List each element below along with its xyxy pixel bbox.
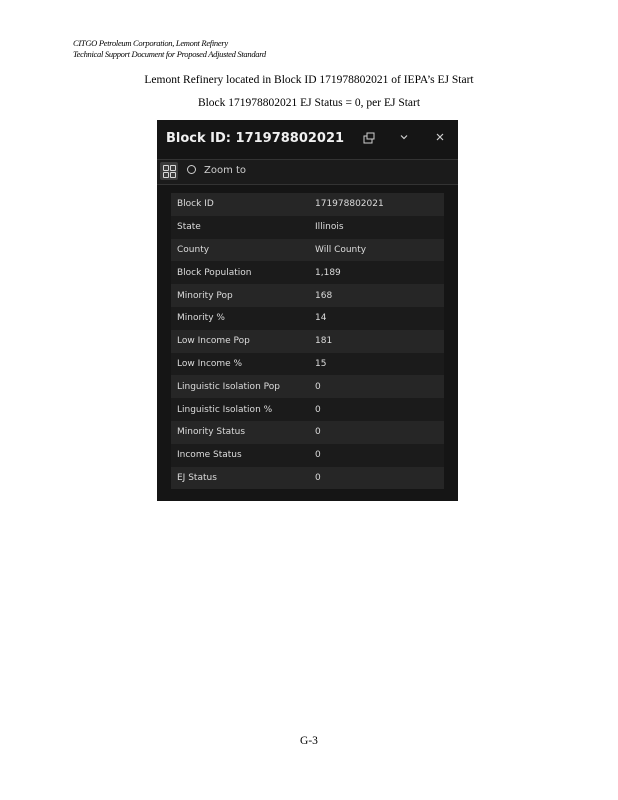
row-key: Minority Status: [177, 427, 246, 438]
table-row: [171, 375, 444, 398]
table-row: [171, 398, 444, 421]
row-key: State: [177, 222, 201, 233]
row-value: 0: [315, 427, 321, 438]
popup-toolbar: [157, 159, 458, 185]
row-value: Illinois: [315, 222, 344, 233]
row-key: Linguistic Isolation Pop: [177, 381, 280, 392]
attribute-table: [171, 193, 444, 489]
table-row: [171, 239, 444, 262]
row-key: Low Income %: [177, 358, 243, 369]
table-row: [171, 284, 444, 307]
row-value: 1,189: [315, 267, 341, 278]
table-row: [171, 330, 444, 353]
table-row: [171, 261, 444, 284]
row-key: County: [177, 244, 210, 255]
row-value: 14: [315, 313, 327, 324]
figure-caption-2: Block 171978802021 EJ Status = 0, per EJ Start: [197, 97, 421, 109]
figure-caption-1: Lemont Refinery located in Block ID 171978802021 of IEPA’s EJ Start: [144, 74, 474, 86]
table-row: [171, 193, 444, 216]
header-line-2: Technical Support Document for Proposed Adjusted Standard: [73, 49, 266, 59]
row-key: Low Income Pop: [177, 336, 250, 347]
popup-title: Block ID: 171978802021: [166, 131, 345, 146]
row-value: 171978802021: [315, 199, 384, 210]
table-row: [171, 444, 444, 467]
popup-titlebar: [157, 120, 458, 158]
row-key: Minority Pop: [177, 290, 233, 301]
row-key: Minority %: [177, 313, 225, 324]
chevron-down-icon[interactable]: [397, 132, 411, 146]
zoom-icon: [187, 165, 196, 174]
table-row: [171, 216, 444, 239]
row-value: Will County: [315, 244, 367, 255]
block-info-popup: [157, 120, 458, 501]
row-value: 0: [315, 450, 321, 461]
row-key: Linguistic Isolation %: [177, 404, 273, 415]
row-value: 15: [315, 358, 327, 369]
row-value: 0: [315, 472, 321, 483]
dock-icon[interactable]: [362, 132, 376, 146]
table-row: [171, 421, 444, 444]
row-value: 0: [315, 381, 321, 392]
row-key: Block Population: [177, 267, 252, 278]
row-key: Income Status: [177, 450, 242, 461]
table-row: [171, 307, 444, 330]
table-row: [171, 353, 444, 376]
zoom-to-button[interactable]: [187, 164, 246, 176]
running-header: [73, 38, 266, 60]
row-value: 168: [315, 290, 333, 301]
grid-view-button[interactable]: [160, 162, 178, 180]
row-key: Block ID: [177, 199, 214, 210]
table-row: [171, 467, 444, 490]
row-value: 0: [315, 404, 321, 415]
close-icon[interactable]: [433, 132, 447, 146]
row-key: EJ Status: [177, 472, 217, 483]
header-line-1: CITGO Petroleum Corporation, Lemont Refinery: [73, 38, 228, 48]
page-number: G-3: [300, 735, 318, 747]
row-value: 181: [315, 336, 333, 347]
zoom-to-label: Zoom to: [204, 165, 247, 176]
